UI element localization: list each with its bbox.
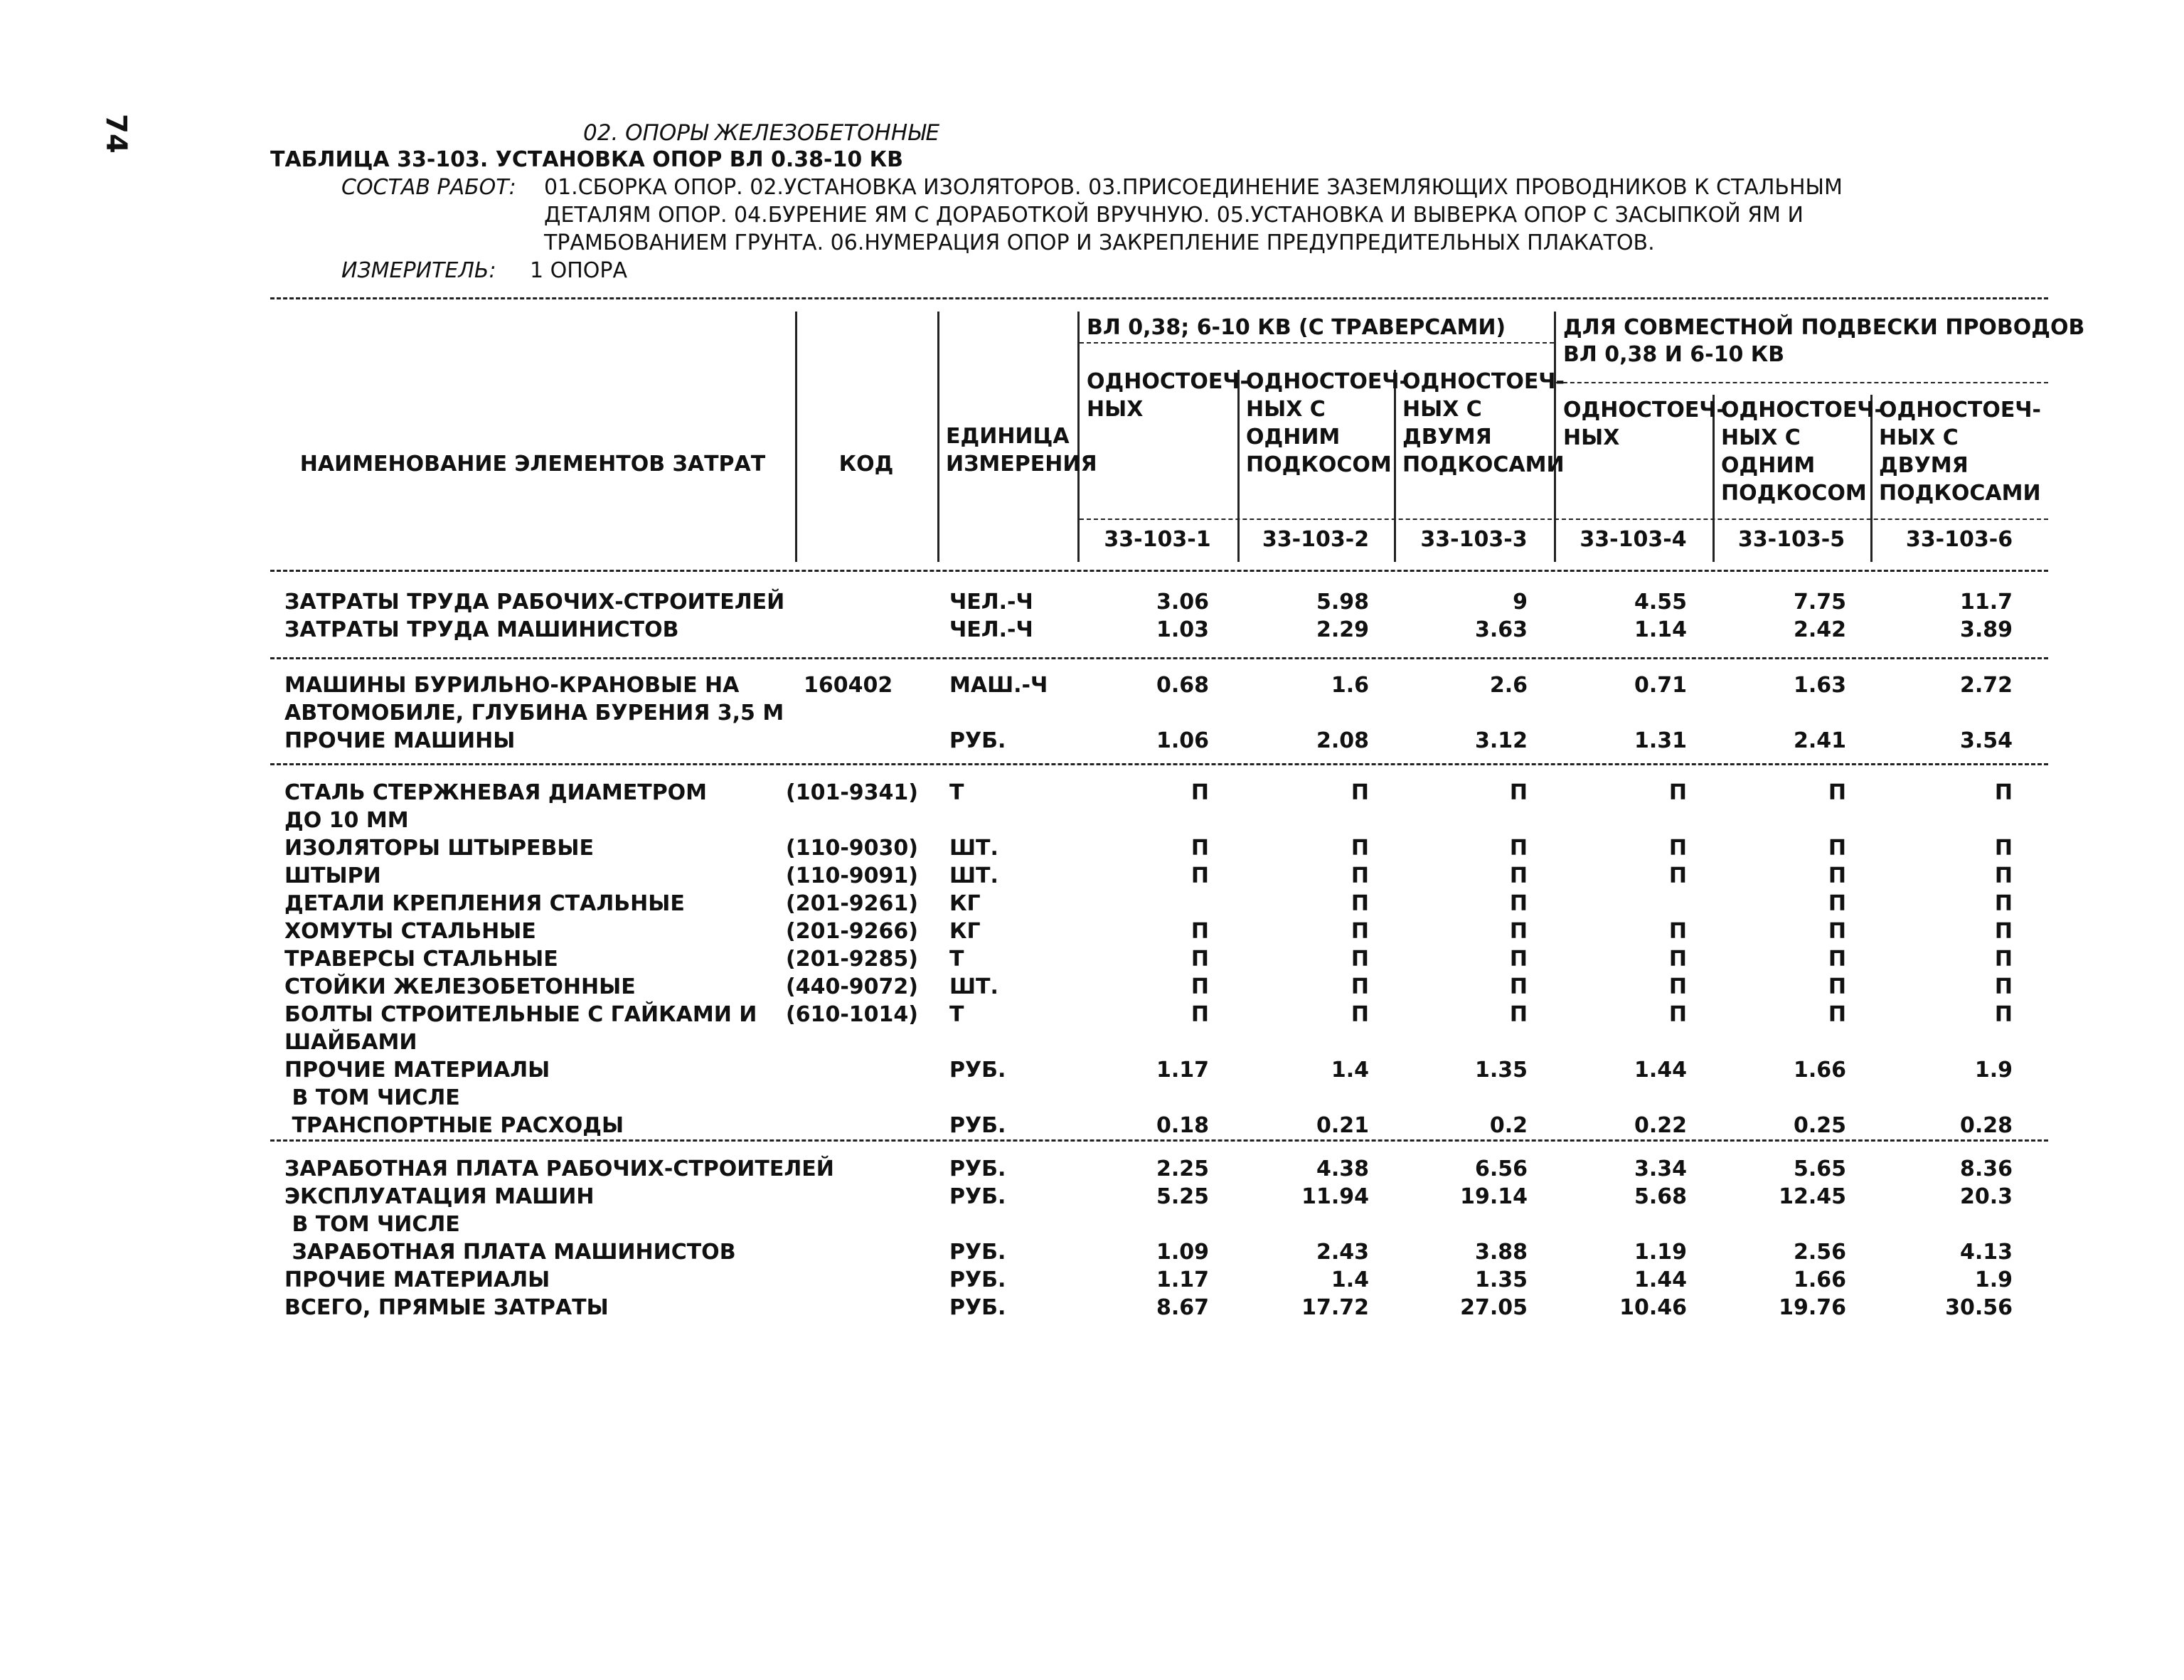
- cell-value: П: [1509, 863, 1528, 888]
- row-code: 160402: [804, 673, 893, 698]
- cell-value: 20.3: [1959, 1184, 2013, 1209]
- cell-value: 5.25: [1156, 1184, 1209, 1209]
- cell-value: П: [1509, 891, 1528, 916]
- row-code: (201-9261): [786, 891, 918, 916]
- sub-header-3-line-2: НЫХ С: [1402, 397, 1482, 422]
- row-unit: МАШ.-Ч: [949, 673, 1048, 698]
- page-number: 74: [100, 114, 132, 154]
- cell-value: 4.13: [1959, 1240, 2013, 1265]
- cell-value: 5.68: [1634, 1184, 1687, 1209]
- sub-header-4-line-2: НЫХ: [1563, 425, 1620, 450]
- cell-value: П: [1509, 919, 1528, 944]
- cell-value: 1.14: [1634, 617, 1687, 642]
- cell-value: П: [1668, 863, 1687, 888]
- row-code: (440-9072): [786, 974, 918, 999]
- cell-value: 2.29: [1316, 617, 1369, 642]
- cell-value: П: [1351, 780, 1369, 805]
- row-label: ШТЫРИ: [284, 863, 381, 888]
- cell-value: 8.67: [1156, 1295, 1209, 1320]
- row-label: В ТОМ ЧИСЛЕ: [284, 1212, 460, 1237]
- row-unit: Т: [949, 780, 964, 805]
- measure-value: 1 ОПОРА: [530, 258, 628, 283]
- cell-value: 1.19: [1634, 1240, 1687, 1265]
- row-unit: Т: [949, 947, 964, 972]
- cell-value: П: [1351, 891, 1369, 916]
- section-rule-machines: [270, 763, 2048, 765]
- cell-value: П: [1828, 1002, 1846, 1027]
- cell-value: П: [1994, 780, 2013, 805]
- cell-value: 27.05: [1460, 1295, 1528, 1320]
- sub-header-5-line-3: ОДНИМ: [1721, 453, 1816, 478]
- cell-value: 0.68: [1156, 673, 1209, 698]
- cell-value: 19.76: [1779, 1295, 1846, 1320]
- row-unit: РУБ.: [949, 1184, 1006, 1209]
- cell-value: 1.35: [1474, 1058, 1528, 1083]
- cell-value: 3.12: [1474, 728, 1528, 753]
- cell-value: 1.63: [1793, 673, 1846, 698]
- cell-value: 10.46: [1619, 1295, 1687, 1320]
- sub-header-3-line-1: ОДНОСТОЕЧ-: [1402, 369, 1565, 394]
- cell-value: П: [1509, 1002, 1528, 1027]
- cell-value: П: [1190, 863, 1209, 888]
- cell-value: 2.72: [1959, 673, 2013, 698]
- header-group-2-line-1: ДЛЯ СОВМЕСТНОЙ ПОДВЕСКИ ПРОВОДОВ: [1563, 315, 2085, 340]
- header-unit-line-1: ЕДИНИЦА: [946, 424, 1070, 449]
- cell-value: 1.6: [1331, 673, 1369, 698]
- row-unit: РУБ.: [949, 728, 1006, 753]
- sub-header-3-line-3: ДВУМЯ: [1402, 425, 1492, 450]
- cell-value: 5.65: [1793, 1157, 1846, 1181]
- row-label: ШАЙБАМИ: [284, 1030, 417, 1055]
- row-unit: РУБ.: [949, 1058, 1006, 1083]
- row-label: ЭКСПЛУАТАЦИЯ МАШИН: [284, 1184, 595, 1209]
- cell-value: П: [1190, 1002, 1209, 1027]
- row-label: ЗАРАБОТНАЯ ПЛАТА МАШИНИСТОВ: [284, 1240, 736, 1265]
- work-line-2: ДЕТАЛЯМ ОПОР. 04.БУРЕНИЕ ЯМ С ДОРАБОТКОЙ ВРУЧНУЮ. 05.УСТАНОВКА И ВЫВЕРКА ОПОР С ЗАСЫПКОЙ ЯМ И: [544, 203, 1804, 228]
- cell-value: 3.88: [1474, 1240, 1528, 1265]
- cell-value: 1.35: [1474, 1267, 1528, 1292]
- row-code: (110-9091): [786, 863, 918, 888]
- header-divider-name-code: [795, 312, 797, 562]
- sub-header-5-line-2: НЫХ С: [1721, 425, 1801, 450]
- cell-value: 7.75: [1793, 590, 1846, 615]
- row-label: ПРОЧИЕ МАТЕРИАЛЫ: [284, 1267, 550, 1292]
- row-label: АВТОМОБИЛЕ, ГЛУБИНА БУРЕНИЯ 3,5 М: [284, 701, 784, 725]
- cell-value: П: [1509, 974, 1528, 999]
- row-unit: РУБ.: [949, 1240, 1006, 1265]
- cell-value: 11.7: [1959, 590, 2013, 615]
- cell-value: 30.56: [1945, 1295, 2013, 1320]
- row-code: (201-9285): [786, 947, 918, 972]
- cell-value: 12.45: [1779, 1184, 1846, 1209]
- cell-value: П: [1828, 919, 1846, 944]
- cell-value: 0.28: [1959, 1113, 2013, 1138]
- cell-value: П: [1351, 919, 1369, 944]
- cell-value: 6.56: [1474, 1157, 1528, 1181]
- row-label: ВСЕГО, ПРЯМЫЕ ЗАТРАТЫ: [284, 1295, 609, 1320]
- row-label: ХОМУТЫ СТАЛЬНЫЕ: [284, 919, 536, 944]
- cell-value: П: [1828, 836, 1846, 861]
- cell-value: П: [1994, 836, 2013, 861]
- sub-header-1-line-2: НЫХ: [1087, 397, 1144, 422]
- header-unit-line-2: ИЗМЕРЕНИЯ: [946, 452, 1097, 477]
- sub-header-6-line-2: НЫХ С: [1879, 425, 1959, 450]
- cell-value: П: [1994, 891, 2013, 916]
- cell-value: 3.54: [1959, 728, 2013, 753]
- section-rule-labor: [270, 657, 2048, 659]
- header-group-2-line-2: ВЛ 0,38 И 6-10 КВ: [1563, 342, 1785, 367]
- table-top-rule: [270, 297, 2048, 299]
- cell-value: П: [1351, 1002, 1369, 1027]
- cell-value: П: [1668, 919, 1687, 944]
- row-unit: КГ: [949, 919, 981, 944]
- work-label: СОСТАВ РАБОТ:: [341, 175, 516, 200]
- cell-value: П: [1351, 974, 1369, 999]
- cell-value: 2.25: [1156, 1157, 1209, 1181]
- row-label: ТРАНСПОРТНЫЕ РАСХОДЫ: [284, 1113, 624, 1138]
- section-heading: 02. ОПОРЫ ЖЕЛЕЗОБЕТОННЫЕ: [583, 120, 940, 146]
- cell-value: П: [1351, 863, 1369, 888]
- row-label: ЗАТРАТЫ ТРУДА РАБОЧИХ-СТРОИТЕЛЕЙ: [284, 590, 785, 615]
- cell-value: П: [1828, 974, 1846, 999]
- sub-header-2-line-1: ОДНОСТОЕЧ-: [1246, 369, 1409, 394]
- header-code: КОД: [838, 452, 894, 477]
- cell-value: П: [1994, 947, 2013, 972]
- cell-value: 4.55: [1634, 590, 1687, 615]
- sub-header-3-line-4: ПОДКОСАМИ: [1402, 452, 1565, 477]
- header-divider-unit-values: [1077, 312, 1080, 562]
- cell-value: П: [1509, 947, 1528, 972]
- cell-value: 1.31: [1634, 728, 1687, 753]
- column-code-2: 33-103-2: [1262, 527, 1370, 552]
- cell-value: 0.18: [1156, 1113, 1209, 1138]
- cell-value: П: [1351, 947, 1369, 972]
- sub-header-5-line-1: ОДНОСТОЕЧ-: [1721, 398, 1884, 422]
- header-divider-groups: [1554, 312, 1556, 562]
- cell-value: 2.08: [1316, 728, 1369, 753]
- cell-value: 1.66: [1793, 1267, 1846, 1292]
- cell-value: 2.56: [1793, 1240, 1846, 1265]
- cell-value: П: [1994, 863, 2013, 888]
- cell-value: 0.22: [1634, 1113, 1687, 1138]
- row-unit: РУБ.: [949, 1157, 1006, 1181]
- row-label: СТАЛЬ СТЕРЖНЕВАЯ ДИАМЕТРОМ: [284, 780, 708, 805]
- sub-header-1-line-1: ОДНОСТОЕЧ-: [1087, 369, 1250, 394]
- cell-value: 3.89: [1959, 617, 2013, 642]
- cell-value: 19.14: [1460, 1184, 1528, 1209]
- cell-value: 0.71: [1634, 673, 1687, 698]
- cell-value: 1.09: [1156, 1240, 1209, 1265]
- cell-value: 8.36: [1959, 1157, 2013, 1181]
- cell-value: 1.03: [1156, 617, 1209, 642]
- table-title: ТАБЛИЦА 33-103. УСТАНОВКА ОПОР ВЛ 0.38-10 КВ: [270, 147, 904, 172]
- sub-header-4-line-1: ОДНОСТОЕЧ-: [1563, 398, 1726, 422]
- cell-value: П: [1351, 836, 1369, 861]
- row-code: (610-1014): [786, 1002, 918, 1027]
- cell-value: 2.6: [1489, 673, 1528, 698]
- cell-value: П: [1668, 780, 1687, 805]
- sub-header-2-line-4: ПОДКОСОМ: [1246, 452, 1392, 477]
- column-code-4: 33-103-4: [1580, 527, 1687, 552]
- header-group-1: ВЛ 0,38; 6-10 КВ (С ТРАВЕРСАМИ): [1087, 315, 1506, 340]
- cell-value: 1.66: [1793, 1058, 1846, 1083]
- column-code-1: 33-103-1: [1104, 527, 1211, 552]
- row-unit: КГ: [949, 891, 981, 916]
- cell-value: 2.43: [1316, 1240, 1369, 1265]
- cell-value: П: [1828, 780, 1846, 805]
- row-label: ИЗОЛЯТОРЫ ШТЫРЕВЫЕ: [284, 836, 594, 861]
- cell-value: П: [1994, 919, 2013, 944]
- cell-value: 11.94: [1301, 1184, 1369, 1209]
- cell-value: 0.2: [1489, 1113, 1528, 1138]
- cell-value: 3.34: [1634, 1157, 1687, 1181]
- row-label: В ТОМ ЧИСЛЕ: [284, 1085, 460, 1110]
- row-label: ЗАРАБОТНАЯ ПЛАТА РАБОЧИХ-СТРОИТЕЛЕЙ: [284, 1157, 834, 1181]
- row-unit: ШТ.: [949, 863, 998, 888]
- group2-underline: [1556, 382, 2048, 383]
- sub-header-6-line-3: ДВУМЯ: [1879, 453, 1969, 478]
- cell-value: П: [1828, 891, 1846, 916]
- row-label: ЗАТРАТЫ ТРУДА МАШИНИСТОВ: [284, 617, 679, 642]
- cell-value: П: [1668, 947, 1687, 972]
- cell-value: 1.9: [1974, 1267, 2013, 1292]
- cell-value: 1.4: [1331, 1058, 1369, 1083]
- cell-value: 3.63: [1474, 617, 1528, 642]
- cell-value: 2.42: [1793, 617, 1846, 642]
- header-divider-code-unit: [937, 312, 939, 562]
- cell-value: 1.17: [1156, 1058, 1209, 1083]
- row-unit: РУБ.: [949, 1113, 1006, 1138]
- row-label: ПРОЧИЕ МАТЕРИАЛЫ: [284, 1058, 550, 1083]
- cell-value: П: [1190, 836, 1209, 861]
- column-code-3: 33-103-3: [1420, 527, 1528, 552]
- cell-value: 0.21: [1316, 1113, 1369, 1138]
- cell-value: 1.44: [1634, 1267, 1687, 1292]
- row-unit: ЧЕЛ.-Ч: [949, 590, 1033, 615]
- sub-header-5-line-4: ПОДКОСОМ: [1721, 481, 1867, 506]
- row-unit: ШТ.: [949, 836, 998, 861]
- sub-header-2-line-3: ОДНИМ: [1246, 425, 1341, 450]
- cell-value: 1.9: [1974, 1058, 2013, 1083]
- cell-value: 17.72: [1301, 1295, 1369, 1320]
- row-unit: ШТ.: [949, 974, 998, 999]
- cell-value: 1.44: [1634, 1058, 1687, 1083]
- cell-value: П: [1509, 836, 1528, 861]
- cell-value: П: [1190, 974, 1209, 999]
- row-label: ТРАВЕРСЫ СТАЛЬНЫЕ: [284, 947, 558, 972]
- cell-value: П: [1668, 1002, 1687, 1027]
- cell-value: 0.25: [1793, 1113, 1846, 1138]
- cell-value: П: [1509, 780, 1528, 805]
- row-unit: Т: [949, 1002, 964, 1027]
- section-rule-materials: [270, 1139, 2048, 1142]
- cell-value: 2.41: [1793, 728, 1846, 753]
- row-code: (201-9266): [786, 919, 918, 944]
- group1-underline: [1080, 342, 1554, 344]
- row-label: СТОЙКИ ЖЕЛЕЗОБЕТОННЫЕ: [284, 974, 636, 999]
- cell-value: П: [1828, 863, 1846, 888]
- sub-header-6-line-1: ОДНОСТОЕЧ-: [1879, 398, 2042, 422]
- cell-value: П: [1668, 974, 1687, 999]
- sub-header-6-line-4: ПОДКОСАМИ: [1879, 481, 2041, 506]
- row-unit: РУБ.: [949, 1267, 1006, 1292]
- sub-header-2-line-2: НЫХ С: [1246, 397, 1326, 422]
- column-code-5: 33-103-5: [1737, 527, 1845, 552]
- work-line-1: 01.СБОРКА ОПОР. 02.УСТАНОВКА ИЗОЛЯТОРОВ. 03.ПРИСОЕДИНЕНИЕ ЗАЗЕМЛЯЮЩИХ ПРОВОДНИКОВ К СТАЛЬНЫМ: [544, 175, 1843, 200]
- row-label: ПРОЧИЕ МАШИНЫ: [284, 728, 516, 753]
- cell-value: 4.38: [1316, 1157, 1369, 1181]
- column-code-6: 33-103-6: [1905, 527, 2013, 552]
- cell-value: П: [1190, 919, 1209, 944]
- row-label: ДО 10 ММ: [284, 808, 409, 833]
- cell-value: 1.4: [1331, 1267, 1369, 1292]
- row-label: МАШИНЫ БУРИЛЬНО-КРАНОВЫЕ НА: [284, 673, 740, 698]
- header-bottom-rule: [270, 570, 2048, 572]
- cell-value: 1.17: [1156, 1267, 1209, 1292]
- measure-label: ИЗМЕРИТЕЛЬ:: [341, 258, 496, 283]
- cell-value: 1.06: [1156, 728, 1209, 753]
- cell-value: П: [1668, 836, 1687, 861]
- work-line-3: ТРАМБОВАНИЕМ ГРУНТА. 06.НУМЕРАЦИЯ ОПОР И ЗАКРЕПЛЕНИЕ ПРЕДУПРЕДИТЕЛЬНЫХ ПЛАКАТОВ.: [544, 230, 1655, 255]
- cell-value: 9: [1513, 590, 1528, 615]
- cell-value: 3.06: [1156, 590, 1209, 615]
- row-code: (110-9030): [786, 836, 918, 861]
- cell-value: 5.98: [1316, 590, 1369, 615]
- cell-value: П: [1994, 1002, 2013, 1027]
- header-name: НАИМЕНОВАНИЕ ЭЛЕМЕНТОВ ЗАТРАТ: [299, 452, 766, 477]
- cell-value: П: [1190, 947, 1209, 972]
- row-label: ДЕТАЛИ КРЕПЛЕНИЯ СТАЛЬНЫЕ: [284, 891, 685, 916]
- row-code: (101-9341): [786, 780, 918, 805]
- cell-value: П: [1994, 974, 2013, 999]
- cell-value: П: [1190, 780, 1209, 805]
- cell-value: П: [1828, 947, 1846, 972]
- row-label: БОЛТЫ СТРОИТЕЛЬНЫЕ С ГАЙКАМИ И: [284, 1002, 757, 1027]
- row-unit: ЧЕЛ.-Ч: [949, 617, 1033, 642]
- row-unit: РУБ.: [949, 1295, 1006, 1320]
- codes-overline: [1080, 519, 2048, 520]
